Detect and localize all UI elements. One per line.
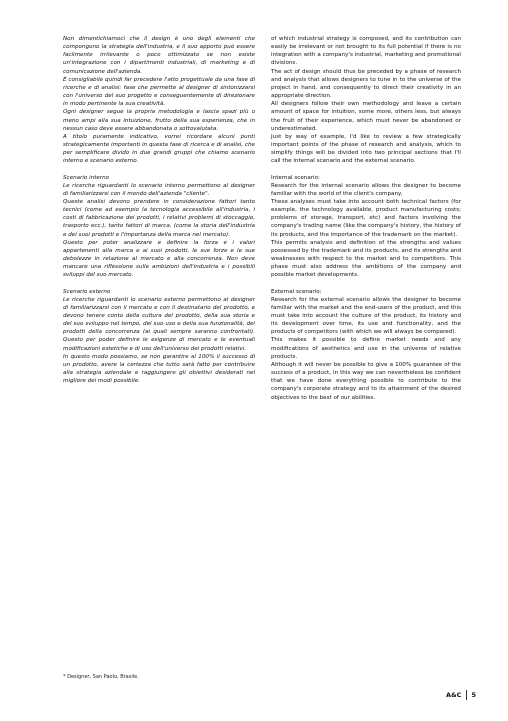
- journal-brand: A&C: [445, 691, 462, 699]
- section-heading-scenario-interno: Scenario interno: [63, 174, 110, 181]
- italian-column: [63, 35, 255, 385]
- section-paragraph: Although it will never be possible to give a 100% guarantee of the success of a product, in this way we can nevertheless be confident that we have done everything possible to contribute to the company's corporate strategy and to its attainment of the desired objectives to the best of our abilities.: [271, 361, 461, 401]
- intro-paragraph: of which industrial strategy is composed, and its contribution can easily be irrelevant or not brought to its full potential if there is no integration with a company's industrial, marketing and promotional divisions.: [271, 36, 461, 67]
- intro-paragraph: All designers follow their own methodology and leave a certain amount of space for intuition, some more, others less, but always the fruit of their experience, which must never be abandoned or underestimated.: [271, 101, 461, 132]
- section-paragraph: Research for the internal scenario allows the designer to become familiar with the world of the client's company.: [271, 182, 461, 197]
- intro-paragraph: È consigliabile quindi far precedere l'atto progettuale da una fase di ricerche e di analisi: fase che permette al designer di sintonizzarsi con l'universo del suo progetto e conseguentemente di direzionare in modo pertinente la sua creatività.: [63, 76, 255, 108]
- section-paragraph: Queste analisi devono prendere in considerazione fattori tanto tecnici (come ad esempio la tecnologia accessibile all'industria, i costi di fabbricazione dei prodotti, i relativi problemi di stoccaggio, trasporto ecc.), tanto fattori di marca, (come la storia dell'industria e dei suoi prodotti e l'importanza della marca nel mercato).: [63, 198, 255, 238]
- intro-paragraph: The act of design should thus be preceded by a phase of research and analysis that allows designers to tune in to the universe of the project in hand, and consequently to direct their creativity in an appropriate direction.: [271, 68, 461, 100]
- section-paragraph: Le ricerche riguardanti lo scenario esterno permettono al designer di familiarizzarsi con il mercato e con il destinatario del prodotto, e devono tenere conto della cultura del prodotto, della sua storia e del suo sviluppo nel tempo, del suo uso e della sua funzionalità, dei prodotti della concorrenza (ai quali sempre saranno confrontati). Questo per poder definire le esigenze di mercato e le eventuali modificazioni estetiche e di uso dell'universo dei prodotti relativi.: [63, 296, 255, 352]
- section-paragraph: In questo modo possiamo, se non garantire al 100% il successo di un prodotto, avere la certezza che tutto sarà fatto per contribuire alla strategia aziendale e raggiungere gli obiettivi desiderati nel migliore dei modi possibile.: [63, 353, 255, 385]
- english-column: [271, 35, 461, 402]
- section-paragraph: Research for the external scenario allows the designer to become familiar with the market and the end-users of the product, and this must take into account the culture of the product, its history and its development over time, its use and functionality, and the products of competitors (with which we will always be compared).: [271, 296, 461, 336]
- intro-paragraph: Ogni designer segue la propria metodologia e lascia spazi più o meno ampi alla sua intuizione, frutto della sua esperienza, che in nessun caso deve essere abbandonata o sottovalutata.: [63, 109, 255, 132]
- intro-paragraph: A titolo puramente indicativo, vorrei ricordare alcuni punti strategicamente importanti in questa fase di ricerca e di analisi, che per semplificare divido in due grandi gruppi che chiamo scenario interno e scenario esterno.: [63, 133, 255, 165]
- intro-paragraph: Just by way of example, I'd like to review a few strategically important points of the phase of research and analysis, which to simplify things will be divided into two principal sections that I'll call the internal scenario and the external scenario.: [271, 133, 461, 165]
- section-paragraph: These analyses must take into account both technical factors (for example, the technology available, product manufacturing costs; problems of storage, transport, etc) and factors involving the company's trading name (like the company's history, the history of its products, and the importance of the trademark on the market).: [271, 198, 461, 238]
- section-heading-external-scenario: External scenario:: [271, 288, 322, 295]
- section-paragraph: This permits analysis and definition of the strengths and values possessed by the trademark and its products, and its strengths and weaknesses with respect to the market and to competitors. This phase must also address the ambitions of the company and possible market developments.: [271, 239, 461, 279]
- page-footer: [446, 690, 476, 700]
- intro-paragraph: Non dimentichiamoci che il design è uno degli elementi che compongono la strategia dell'industria, e il suo apporto può essere facilmente irrilevante o poco ottimizzato se non esiste un'integrazione con i dipartimenti industriali, di marketing e di comunicazione dell'azienda.: [63, 36, 255, 75]
- page-number: 5: [471, 691, 476, 699]
- section-heading-scenario-esterno: Scenario esterno: [63, 288, 111, 295]
- section-paragraph: Le ricerche riguardanti lo scenario interno permettono al designer di familiarizzarsi con il mondo dell'azienda "cliente".: [63, 182, 255, 197]
- section-heading-internal-scenario: Internal scenario:: [271, 174, 320, 181]
- footer-divider: [466, 690, 467, 700]
- author-footnote: * Designer, San Paolo, Brasile.: [63, 674, 139, 680]
- section-paragraph: This makes it possible to define market needs and any modifications of aesthetics and use in the universe of relative products.: [271, 337, 461, 360]
- section-paragraph: Questo per poter analizzare e definire la forza e i valori appartenenti alla marca e ai suoi prodotti, le sue forze e le sue debolezze in relazione al mercato e alla concorrenza. Non deve mancare una riflessione sulle ambizioni dell'industria e i possibili sviluppi del suo mercato.: [63, 239, 255, 279]
